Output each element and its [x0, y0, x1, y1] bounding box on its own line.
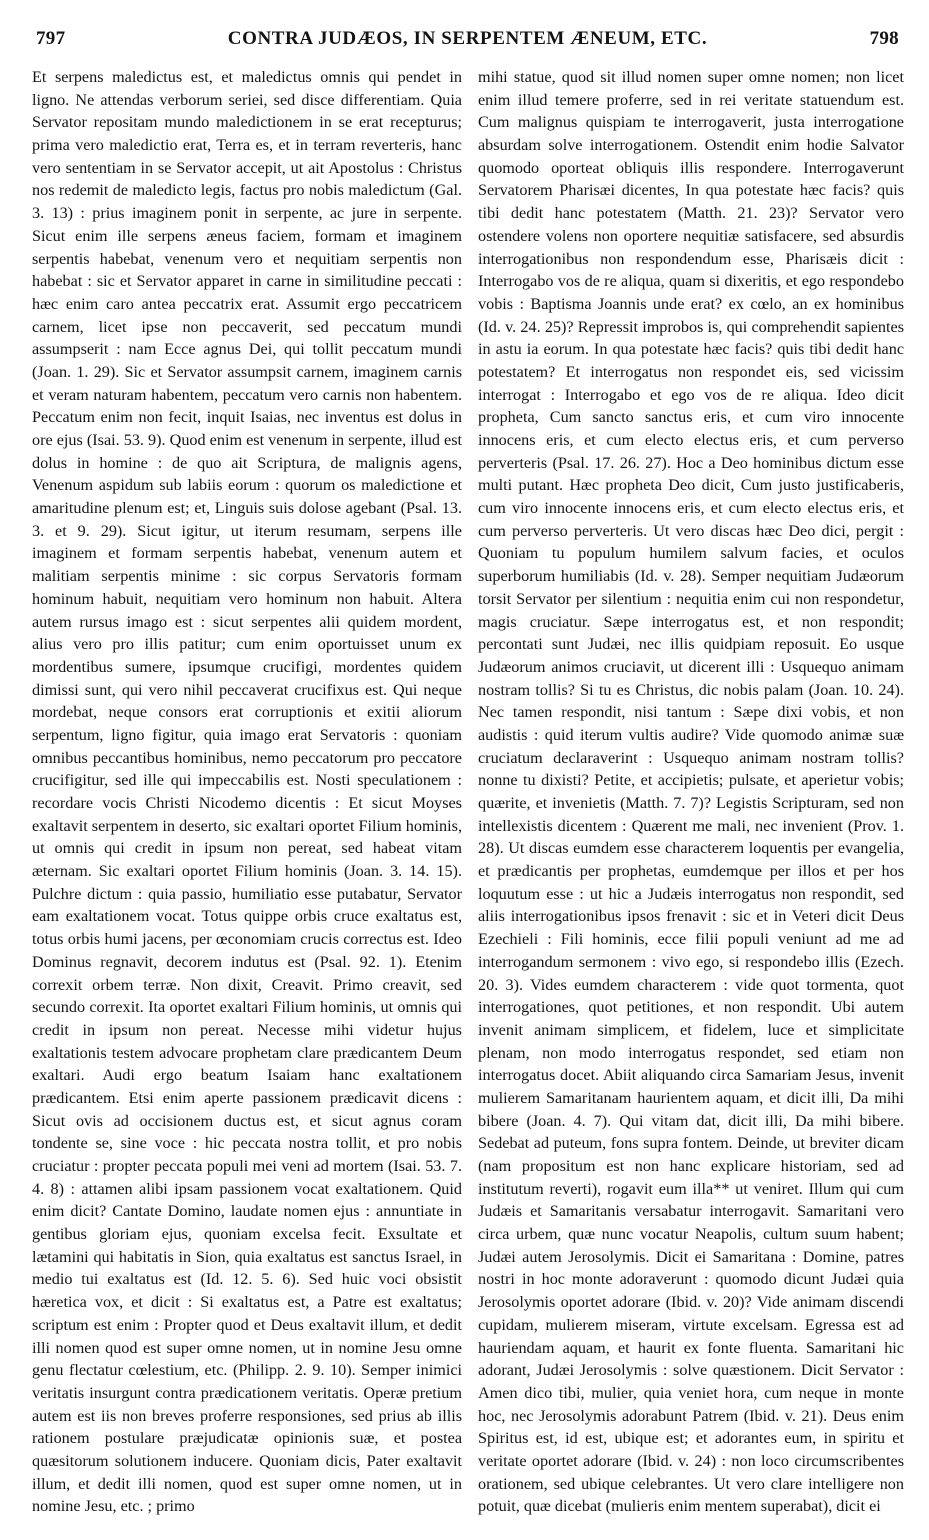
- page-number-right: 798: [869, 28, 899, 49]
- right-column: [478, 66, 904, 1528]
- right-column-text: mihi statue, quod sit illud nomen super omne nomen; non licet enim illud temere proferre, sed in rei veritate statuendum est. Cum malignus quispiam te interrogaverit, justa interrogatione absurdam solve interrogationem. Ostendit enim hodie Salvator quomodo oporteat obliquis illis respondere. Interrogaverunt Servatorem Pharisæi dicentes, In qua potestate hæc facis? quis tibi dedit hanc potestatem (Matth. 21. 23)? Servator vero ostendere volens non oportere nequitiæ satisfacere, sed absurdis interrogationibus non respondendum esse, Pharisæis dicit : Interrogabo vos de re aliqua, quam si dixeritis, et ego respondebo vobis : Baptisma Joannis unde erat? ex cœlo, an ex hominibus (Id. v. 24. 25)? Repressit improbos is, qui comprehendit sapientes in astu ia eorum. In qua potestate hæc facis? quis tibi dedit hanc potestatem? Et interrogatus non respondet eis, sed vicissim interrogat : Interrogabo et ego vos de re aliqua. Ideo dicit propheta, Cum sancto sanctus eris, et cum viro innocente innocens eris, et cum electo electus eris, et cum perverso perverteris (Psal. 17. 26. 27). Hoc a Deo hominibus dictum esse multi putant. Hæc propheta Deo dicit, Cum justo justificaberis, cum viro innocente innocens eris, et cum electo electus eris, et cum perverso perverteris. Ut vero discas hæc Deo dici, pergit : Quoniam tu populum humilem salvum facies, et oculos superborum humiliabis (Id. v. 28). Semper nequitiam Judæorum torsit Servator per silentium : nequitia enim cui non respondetur, magis cruciatur. Sæpe interrogatus est, et non respondit; percontati sunt Judæi, nec illis quidpiam reposuit. Eo usque Judæorum animos cruciavit, ut dicerent illi : Usquequo animam nostram tollis? Si tu es Christus, dic nobis palam (Joan. 10. 24). Nec tamen respondit, nisi tantum : Sæpe dixi vobis, et non audistis : quid iterum vultis audire? Vide quomodo animæ suæ cruciatum declaraverint : Usquequo animam nostram tollis? nonne tu dixisti? Petite, et accipietis; pulsate, et aperietur vobis; quærite, et invenietis (Matth. 7. 7)? Legistis Scripturam, sed non intellexistis dicentem : Quærent me mali, nec invenient (Prov. 1. 28). Ut discas eumdem esse characterem loquentis per evangelia, et prædicantis per prophetas, eumdemque per illos et per hos loquutum esse : ut hic a Judæis interrogatus non respondit, sed aliis interrogationibus ipsos frenavit : sic et in Veteri dicit Deus Ezechieli : Fili hominis, ecce filii populi veniunt ad me ad interrogandum sermonem : vivo ego, si respondebo illis (Ezech. 20. 3). Vides eumdem characterem : vide quot tormenta, quot interrogationes, quot petitiones, et non respondit. Ubi autem invenit animam simplicem, et fidelem, luce et simplicitate plenam, non modo interrogatus respondet, sed etiam non interrogatus docet. Abiit aliquando circa Samariam Jesus, invenit mulierem Samaritanam haurientem aquam, et dicit illi, Da mihi bibere (Joan. 4. 7). Qui vitam dat, dicit illi, Da mihi bibere. Sedebat ad puteum, fons supra fontem. Deinde, ut breviter dicam (nam propositum est non hanc explicare historiam, sed ad institutum reverti), rogavit eum illa** ut veniret. Illum qui cum Judæis et Samaritanis versabatur interrogavit. Samaritani vero circa urbem, quæ nunc vocatur Neapolis, cultum suum habent; Judæi autem Jerosolymis. Dicit ei Samaritana : Domine, patres nostri in hoc monte adoraverunt : quomodo dicunt Judæi quia Jerosolymis oportet adorare (Ibid. v. 20)? Vide animam discendi cupidam, mulierem miseram, virtute excelsam. Egressa est ad hauriendam aquam, et haurit ex fonte fluenta. Samaritani hic adorant, Judæi Jerosolymis : solve quæstionem. Dicit Servator : Amen dico tibi, mulier, quia veniet hora, cum neque in monte hoc, nec Jerosolymis adorabunt Patrem (Ibid. v. 21). Deus enim Spiritus est, id est, ubique est; et adorantes eum, in spiritu et veritate oportet adorare (Ibid. v. 24) : non loco circumscribentes orationem, sed ubique celebrantes. Ut vero clare intelligere non potuit, quæ dicebat (mulieris enim mentem superabat), dicit ei: [478, 68, 904, 1516]
- left-column: [32, 66, 462, 1528]
- left-column-text: Et serpens maledictus est, et maledictus omnis qui pendet in ligno. Ne attendas verborum seriei, sed disce differentiam. Quia Servator repositam mundo maledictionem in se erat recepturus; prima vero maledictio erat, Terra es, et in terram reverteris, hanc vero sententiam in se Servator accepit, ut ait Apostolus : Christus nos redemit de maledicto legis, factus pro nobis maledictum (Gal. 3. 13) : prius imaginem ponit in serpente, ac jure in serpente. Sicut enim ille serpens æneus faciem, formam et imaginem serpentis habebat, venenum vero et nequitiam serpentis non habebat : sic et Servator apparet in carne in similitudine peccati : hæc enim caro antea peccatrix erat. Assumit ergo peccatricem carnem, licet ipse non peccaverit, sed peccatum mundi assumpserit : nam Ecce agnus Dei, qui tollit peccatum mundi (Joan. 1. 29). Sic et Servator assumpsit carnem, imaginem carnis et veram naturam habentem, peccatum vero carnis non habentem. Peccatum enim non fecit, inquit Isaias, nec inventus est dolus in ore ejus (Isai. 53. 9). Quod enim est venenum in serpente, illud est dolus in homine : de quo ait Scriptura, de malignis agens, Venenum aspidum sub labiis eorum : quorum os maledictione et amaritudine plenum est; et, Linguis suis dolose agebant (Psal. 13. 3. et 9. 29). Sicut igitur, ut iterum resumam, serpens ille imaginem et formam serpentis habebat, venenum autem et malitiam serpentis minime : sic corpus Servatoris formam hominum habuit, nequitiam vero hominum non habuit. Altera autem rursus imago est : sicut serpentes alii quidem mordent, alius vero pro illis patitur; cum enim oportuisset unum ex mordentibus sumere, ipsumque crucifigi, mordentes quidem dimissi sunt, qui vero nihil peccaverat crucifixus est. Qui neque mordebat, neque consors erat corruptionis et exitii aliorum serpentum, ligno figitur, quia imago erat Servatoris : quoniam omnibus peccantibus hominibus, nemo peccatorum pro peccatore crucifigitur, sed ille qui impeccabilis est. Nosti speculationem : recordare vocis Christi Nicodemo dicentis : Et sicut Moyses exaltavit serpentem in deserto, sic exaltari oportet Filium hominis, ut omnis qui credit in ipsum non pereat, sed habeat vitam æternam. Sic exaltari oportet Filium hominis (Joan. 3. 14. 15). Pulchre dictum : quia passio, humiliatio esse putabatur, Servator eam exaltationem vocat. Totus quippe orbis cruce exaltatus est, totus orbis humi jacens, per œconomiam crucis correctus est. Ideo Dominus regnavit, decorem indutus est (Psal. 92. 1). Etenim correxit orbem terræ. Non dixit, Creavit. Primo creavit, sed secundo correxit. Ita oportet exaltari Filium hominis, ut omnis qui credit in ipsum non pereat. Necesse mihi videtur hujus exaltationis testem advocare prophetam clare prædicantem Deum exaltari. Audi ergo beatum Isaiam hanc exaltationem prædicantem. Etsi enim aperte passionem prædicavit dicens : Sicut ovis ad occisionem ductus est, et sicut agnus coram tondente se, sine voce : hic peccata nostra tollit, et pro nobis cruciatur : propter peccata populi mei veni ad mortem (Isai. 53. 7. 4. 8) : attamen alibi ipsam passionem vocat exaltationem. Quid enim dicit? Cantate Domino, laudate nomen ejus : annuntiate in gentibus gloriam ejus, quoniam excelsa fecit. Exsultate et lætamini qui habitatis in Sion, quia exaltatus est sanctus Israel, in medio tui exaltatus est (Id. 12. 5. 6). Sed huic voci obsistit hæretica vox, et dicit : Si exaltatus est, a Patre est exaltatus; scriptum est enim : Propter quod et Deus exaltavit illum, et dedit illi nomen quod est super omne nomen, ut in nomine Jesu omne genu flectatur cœlestium, etc. (Philipp. 2. 9. 10). Semper inimici veritatis insurgunt contra prædicationem veritatis. Operæ pretium autem est iis non breves proferre responsiones, sed prius ab illis rationem postulare præjudicatæ opinionis suæ, et postea quæsitorum solutionem inducere. Quoniam dicis, Pater exaltavit illum, et dedit illi nomen, quod est super omne nomen, ut in nomine Jesu, etc. ; primo: [32, 68, 462, 1516]
- page-number-left: 797: [36, 28, 66, 49]
- running-title: CONTRA JUDÆOS, IN SERPENTEM ÆNEUM, ETC.: [227, 28, 708, 49]
- page-header: [36, 28, 899, 58]
